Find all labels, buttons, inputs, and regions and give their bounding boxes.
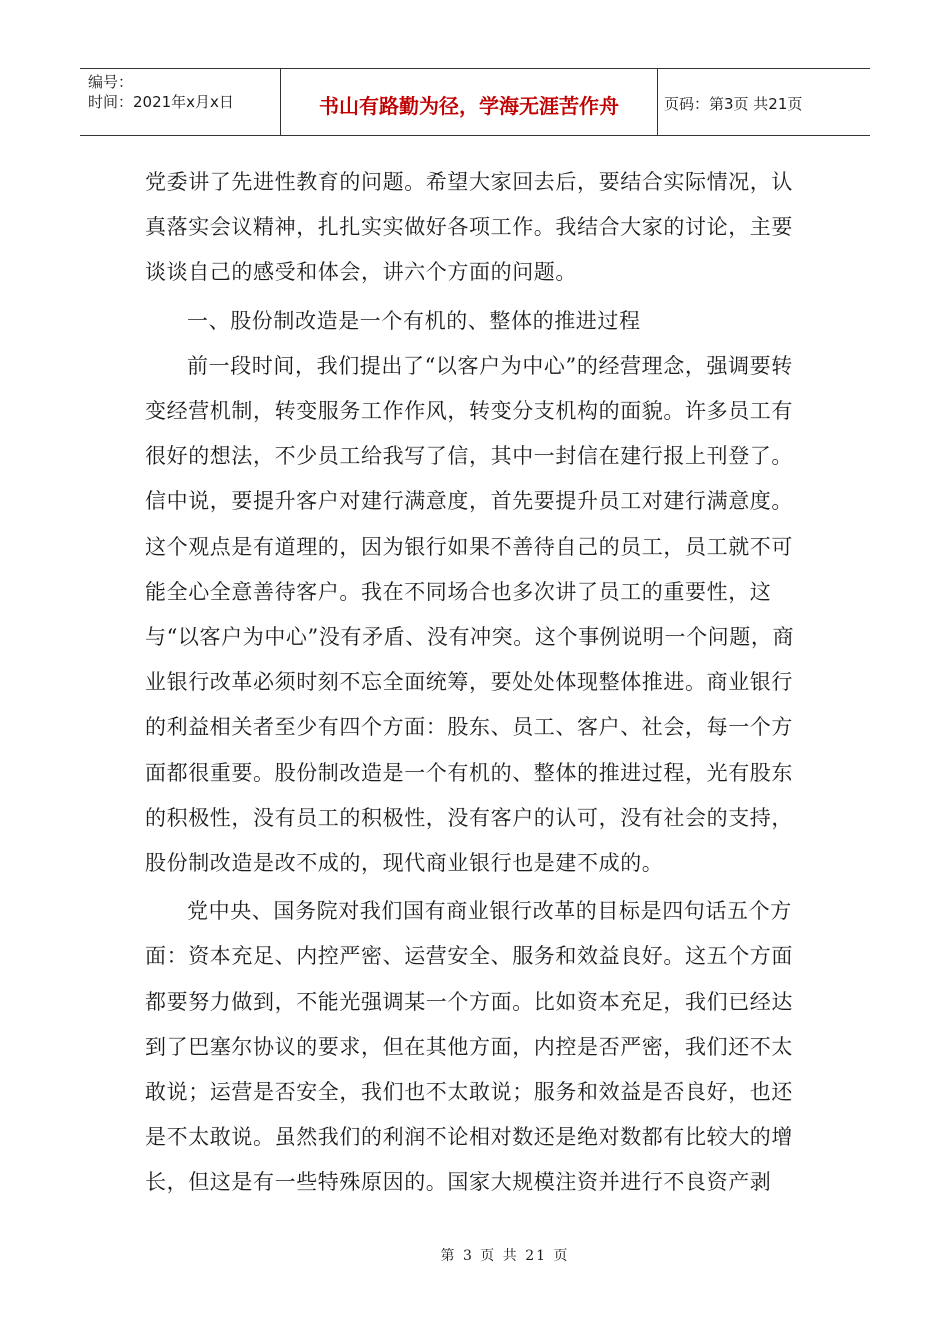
header-meta: [80, 69, 281, 135]
number-label: 编号：: [88, 73, 134, 91]
header-page-info: 页码：第3页 共21页: [664, 94, 803, 113]
document-body: [145, 160, 805, 1206]
paragraph: 前一段时间，我们提出了“以客户为中心”的经营理念，强调要转变经营机制，转变服务工作作风，转变分支机构的面貌。许多员工有很好的想法，不少员工给我写了信，其中一封信在建行报上刊登了。信中说，要提升客户对建行满意度，首先要提升员工对建行满意度。这个观点是有道理的，因为银行如果不善待自己的员工，员工就不可能全心全意善待客户。我在不同场合也多次讲了员工的重要性，这与“以客户为中心”没有矛盾、没有冲突。这个事例说明一个问题，商业银行改革必须时刻不忘全面统筹，要处处体现整体推进。商业银行的利益相关者至少有四个方面：股东、员工、客户、社会，每一个方面都很重要。股份制改造是一个有机的、整体的推进过程，光有股东的积极性，没有员工的积极性，没有客户的认可，没有社会的支持，股份制改造是改不成的，现代商业银行也是建不成的。: [145, 353, 795, 876]
time-label: 时间：2021年x月x日: [88, 93, 234, 111]
paragraph: 党委讲了先进性教育的问题。希望大家回去后，要结合实际情况，认真落实会议精神，扎扎实实做好各项工作。我结合大家的讨论，主要谈谈自己的感受和体会，讲六个方面的问题。: [145, 170, 793, 285]
section-heading: 一、股份制改造是一个有机的、整体的推进过程: [187, 308, 641, 333]
header-motto: 书山有路勤为径，学海无涯苦作舟: [281, 69, 658, 135]
paragraph: 党中央、国务院对我们国有商业银行改革的目标是四句话五个方面：资本充足、内控严密、运营安全、服务和效益良好。这五个方面都要努力做到，不能光强调某一个方面。比如资本充足，我们已经达到了巴塞尔协议的要求，但在其他方面，内控是否严密，我们还不太敢说；运营是否安全，我们也不太敢说；服务和效益是否良好，也还是不太敢说。虽然我们的利润不论相对数还是绝对数都有比较大的增长，但这是有一些特殊原因的。国家大规模注资并进行不良资产剥: [145, 899, 793, 1195]
page-footer: 第 3 页 共 21 页: [440, 1248, 570, 1264]
header-table: [80, 68, 870, 136]
